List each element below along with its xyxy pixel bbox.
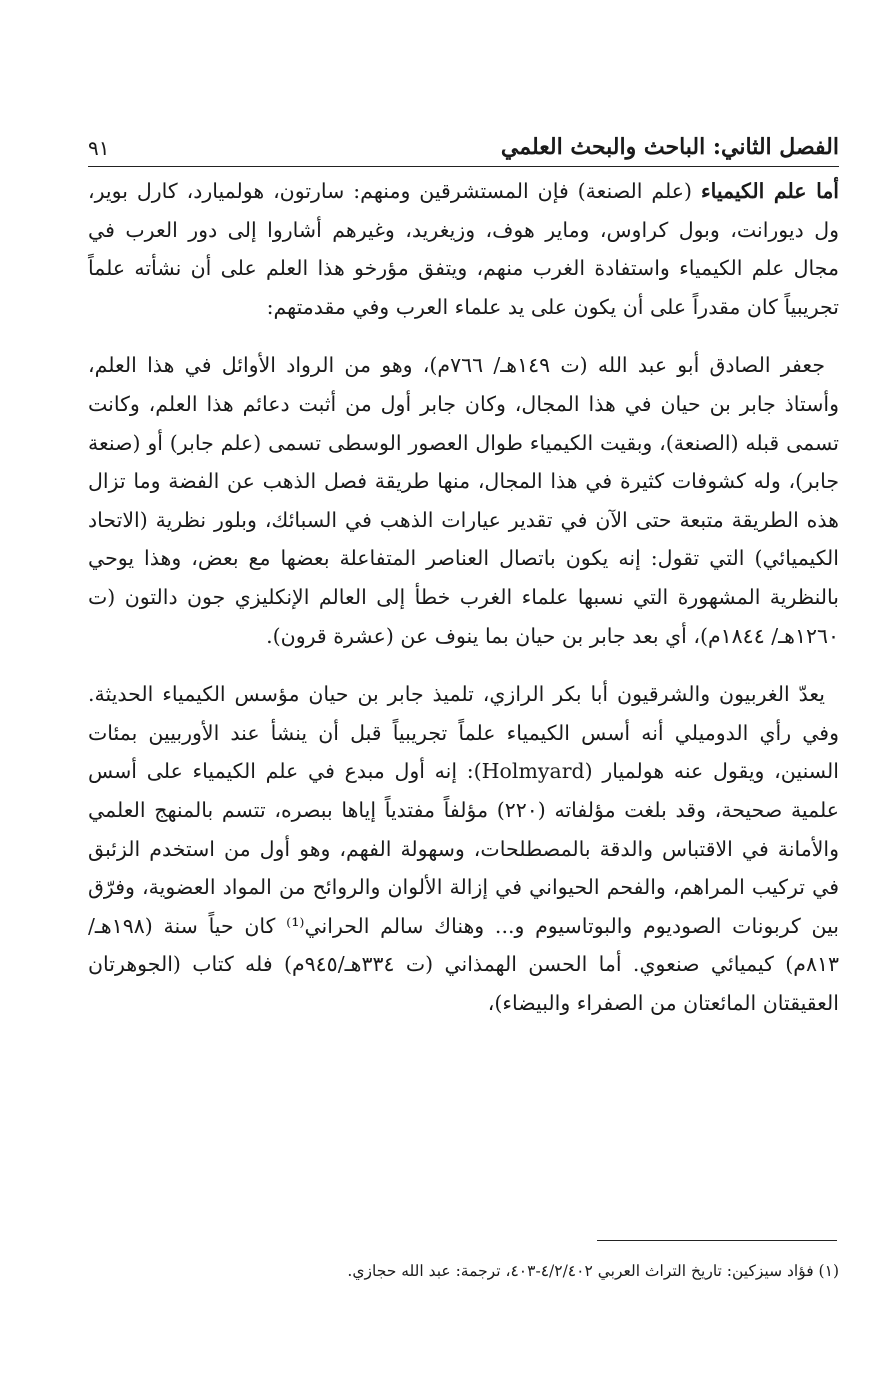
paragraph-text: جعفر الصادق أبو عبد الله (ت ١٤٩هـ/ ٧٦٦م)، وهو من الرواد الأوائل في هذا العلم، وأستاذ جابر بن حيان في هذا المجال، وكان جابر أول من أثبت دعائم هذا العلم، وكانت تسمى قبله (الصنعة)، وبقيت الكيمياء طوال العصور الوسطى تسمى (علم جابر) أو (صنعة جابر)، وله كشوفات كثيرة في هذا المجال، منها طريقة فصل الذهب عن الفضة وما تزال هذه الطريقة متبعة حتى الآن في تقدير عيارات الذهب في السبائك، وبلور نظرية (الاتحاد الكيميائي) التي تقول: إنه يكون باتصال العناصر المتفاعلة بعضها مع بعض، وهذا يوحي بالنظرية المشهورة التي نسبها علماء الغرب خطأ إلى العالم الإنكليزي جون دالتون (ت ١٢٦٠هـ/ ١٨٤٤م)، أي بعد جابر بن حيان بما ينوف عن (عشرة قرون). xyxy=(88,353,839,648)
page-number: ٩١ xyxy=(88,136,110,160)
footnote: (١) فؤاد سيزكين: تاريخ التراث العربي ٤/٢/٤٠٢-٤٠٣، ترجمة: عبد الله حجازي. xyxy=(347,1262,839,1280)
paragraph-lead-bold: أما علم الكيمياء xyxy=(700,179,839,203)
footnote-divider xyxy=(597,1240,837,1241)
chapter-title: الفصل الثاني: الباحث والبحث العلمي xyxy=(500,134,839,160)
page-header xyxy=(88,118,839,167)
paragraph-text: يعدّ الغربيون والشرقيون أبا بكر الرازي، تلميذ جابر بن حيان مؤسس الكيمياء الحديثة. وفي رأي الدوميلي أنه أسس الكيمياء علماً تجريبياً قبل أن ينشأ عند الأوربيين بمئات السنين، ويقول عنه هولميار (Holmyard): إنه أول مبدع في علم الكيمياء على أسس علمية صحيحة، وقد بلغت مؤلفاته (٢٢٠) مؤلفاً مفتدياً إياها ببصره، تتسم بالمنهج العلمي والأمانة في الاقتباس والدقة بالمصطلحات، وسهولة الفهم، وهو أول من استخدم الزئبق في تركيب المراهم، والفحم الحيواني في إزالة الألوان والروائح من المواد العضوية، وفرّق بين كربونات الصوديوم والبوتاسيوم و... وهناك سالم الحراني⁽¹⁾ كان حياً سنة (١٩٨هـ/٨١٣م) كيميائي صنعوي. أما الحسن الهمذاني (ت ٣٣٤هـ/٩٤٥م) فله كتاب (الجوهرتان العقيقتان المائعتان من الصفراء والبيضاء)، xyxy=(88,682,839,1015)
paragraph-jafar-jabir xyxy=(88,346,839,655)
paragraph-alchemy-intro xyxy=(88,172,839,326)
paragraph-razi xyxy=(88,675,839,1022)
paragraph-text: (علم الصنعة) فإن المستشرقين ومنهم: سارتون، هولميارد، كارل بوير، ول ديورانت، وبول كراوس، وماير هوف، وزيغريد، وغيرهم أشاروا إلى دور العرب في مجال علم الكيمياء واستفادة الغرب منهم، ويتفق مؤرخو هذا العلم على أن نشأته علماً تجريبياً كان مقدراً على أن يكون على يد علماء العرب وفي مقدمتهم: xyxy=(88,179,839,319)
body-text xyxy=(88,172,839,1042)
